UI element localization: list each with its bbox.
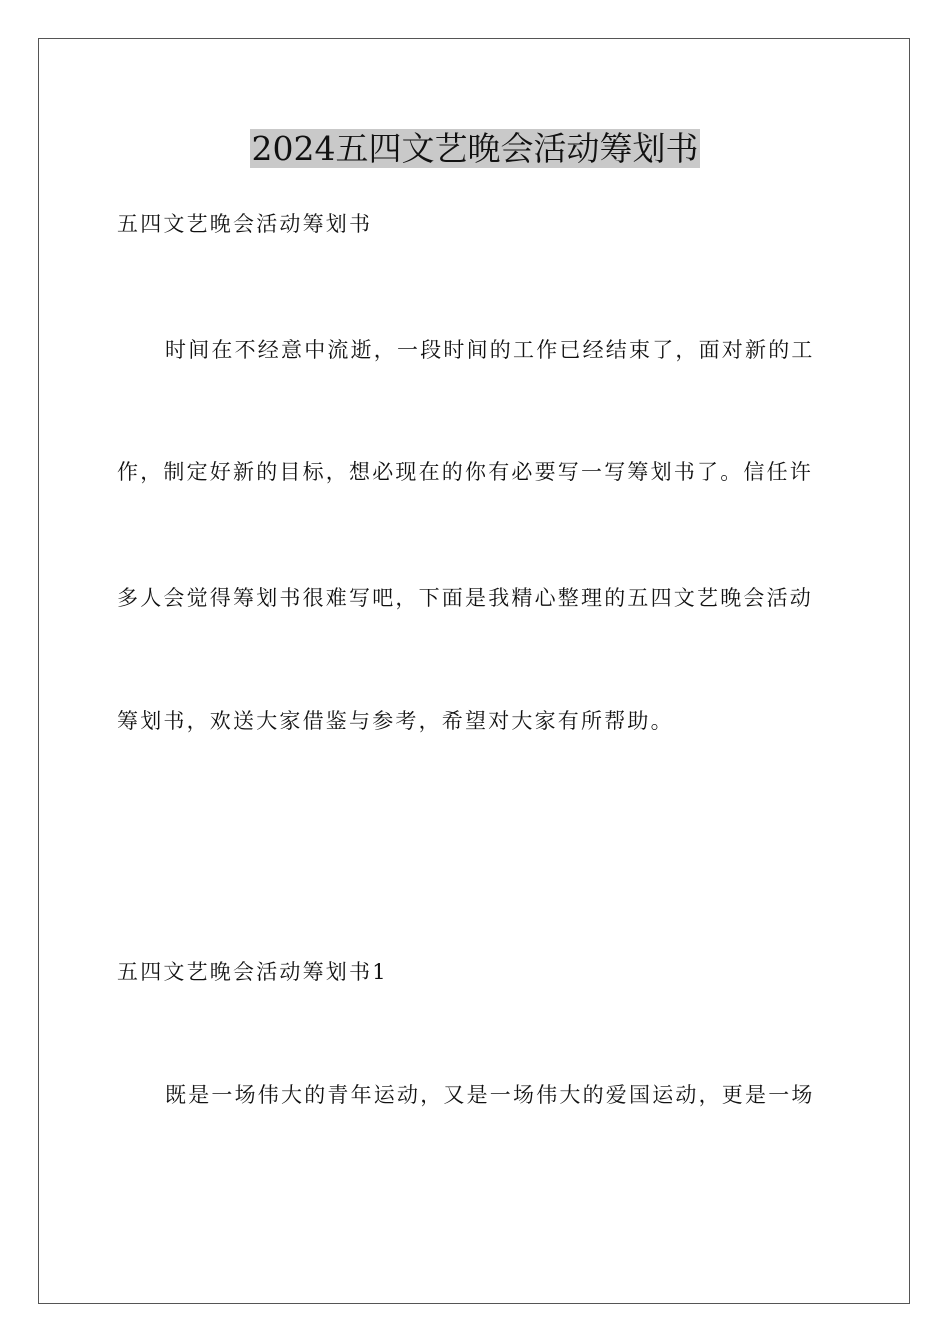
document-subtitle: 五四文艺晚会活动筹划书 [117,212,373,236]
document-title-text: 2024五四文艺晚会活动筹划书 [251,129,699,168]
intro-line-4: 筹划书，欢送大家借鉴与参考，希望对大家有所帮助。 [117,709,674,733]
intro-line-1: 时间在不经意中流逝，一段时间的工作已经结束了，面对新的工 [165,338,815,362]
section-heading: 五四文艺晚会活动筹划书1 [117,960,388,984]
intro-line-2: 作，制定好新的目标，想必现在的你有必要写一写筹划书了。信任许 [117,460,813,484]
document-title [0,127,950,171]
intro-line-3: 多人会觉得筹划书很难写吧，下面是我精心整理的五四文艺晚会活动 [117,586,813,610]
section-line-1: 既是一场伟大的青年运动，又是一场伟大的爱国运动，更是一场 [165,1083,815,1107]
